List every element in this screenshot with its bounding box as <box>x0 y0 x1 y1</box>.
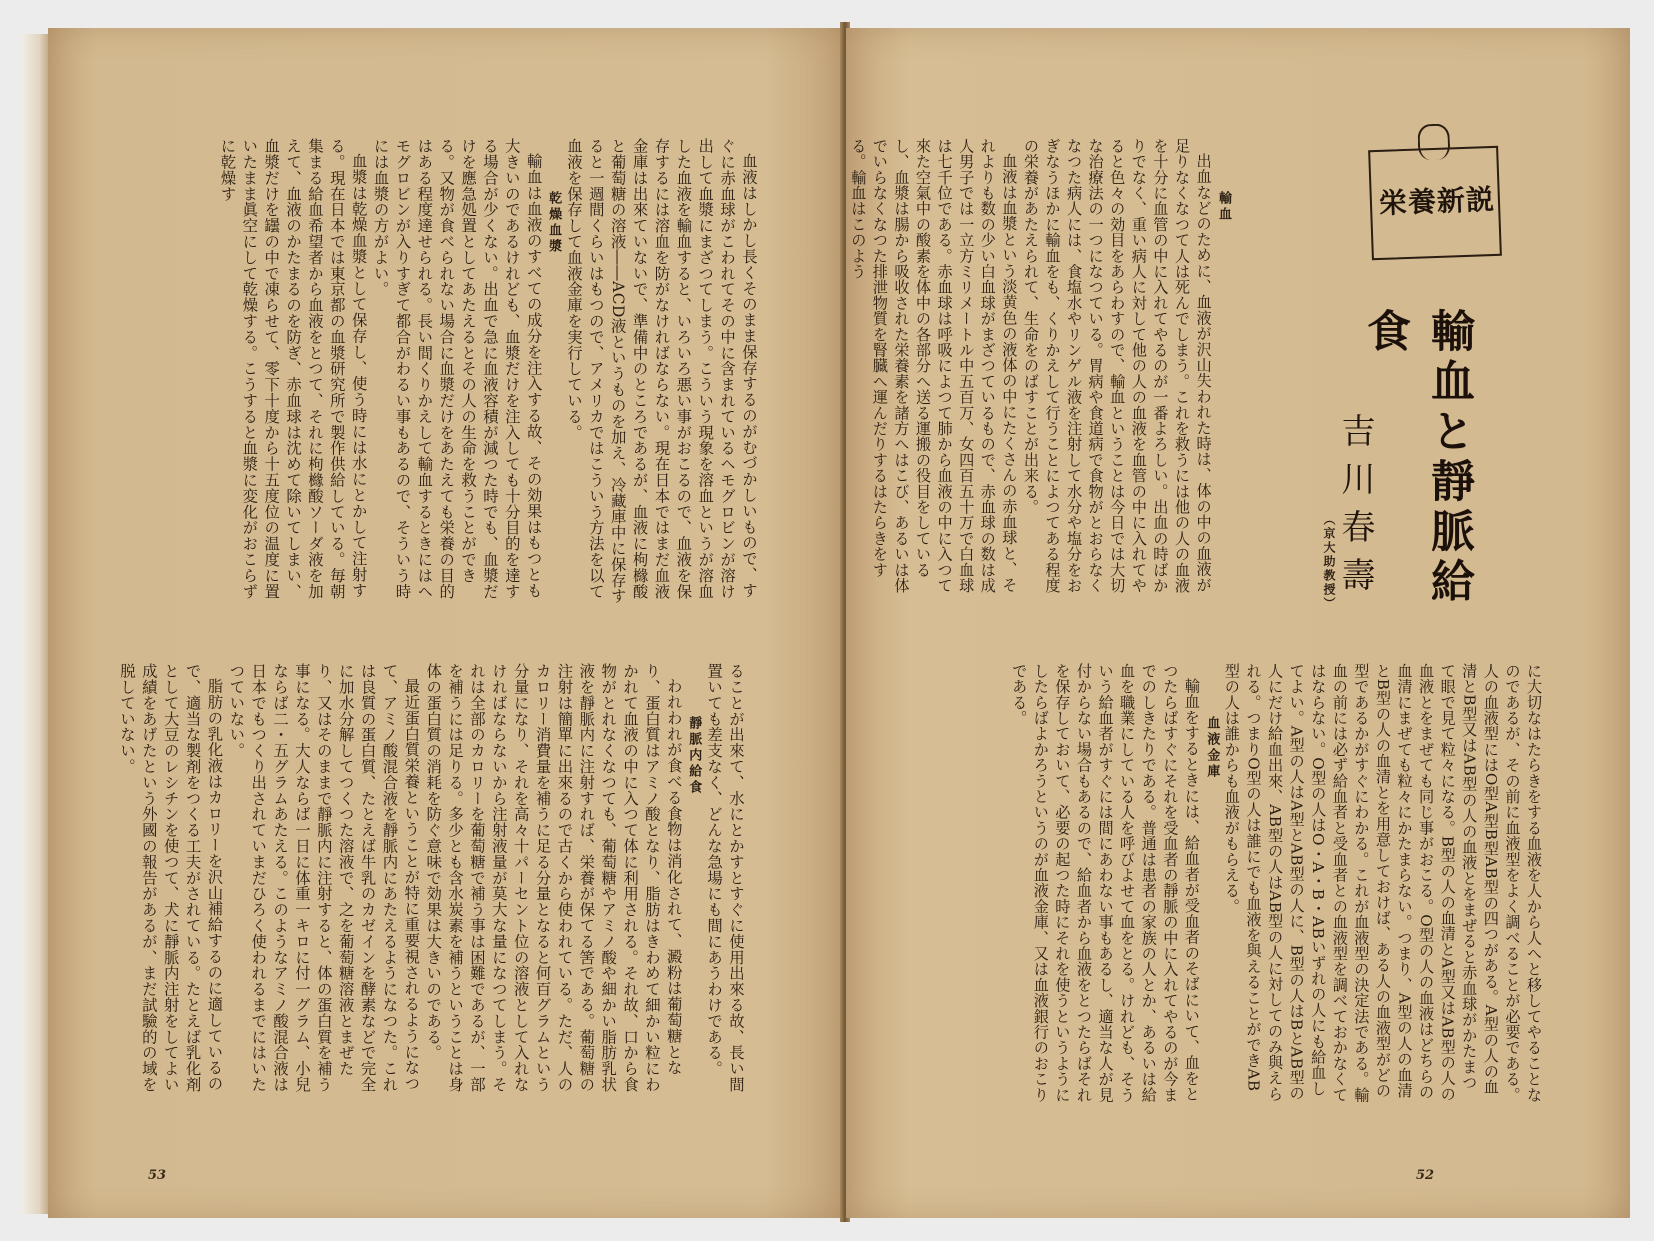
clip-icon <box>1417 123 1450 160</box>
book-edge <box>22 34 50 1214</box>
paragraph: 最近蛋白質栄養ということが特に重要視されるようになつて、アミノ酸混合液を靜脈内にあたえるようになつた。これは良質の蛋白質、たとえば牛乳のカゼインを酵素などで完全に加水分解してつくつた溶液で、之を葡萄糖溶液とまぜたり、又はそのままで靜脈内に注射すると、体の蛋白質を補う事になる。大人ならば一日に体重一キロに付一グラム、小兒ならば二・五グラムあたえる。このようなアミノ酸混合液は日本でもつくり出されていまだひろく使われるまでにはいたつていない。 <box>227 663 421 1093</box>
page-number-left: 53 <box>148 1168 167 1183</box>
series-logo-text: 栄養新説 <box>1378 182 1496 220</box>
article-title: 輸血と靜脈給食 <box>1359 308 1474 608</box>
section-heading-dried-plasma: 乾燥血漿 <box>546 191 562 255</box>
right-page <box>846 28 1630 1218</box>
section-heading-transfusion: 輸血 <box>1216 191 1231 223</box>
author-name: 吉川春壽 <box>1335 413 1375 605</box>
paragraph: 脂肪の乳化液はカロリーを沢山補給するのに適しているので、適当な製剤をつくる工夫がされている。たとえば乳化剤として大豆のレシチンを使つて、犬に靜脈内注射をしてよい成績をあげたという外國の報告があるが、まだ試驗的の域を脱していない。 <box>117 663 224 1093</box>
page-number-right: 52 <box>1416 1168 1435 1183</box>
paragraph: 血液はしかし長くそのまま保存するのがむづかしいもので、すぐに赤血球がこわれてその中に含まれているヘモグロビンが溶け出して血漿にまざつてしまう。こういう現象を溶血というが溶血した血液を輸血すると、いろいろ悪い事がおこるので、血液を保存するには溶血を防がなければならない。現在日本ではまだ血液金庫は出來ていないで、準備中のところであるが、血液に枸櫞酸と葡萄糖の溶液――ACD液というものを加え、冷藏庫中に保存すると一週間くらいはもつので、アメリカではこういう方法を以て血液を保存して血液金庫を実行している。 <box>565 138 758 605</box>
paragraph: 輸血をするときには、給血者が受血者のそばにいて、血をとつたらばすぐにそれを受血者の靜脈の中に入れてやるのが今までのしきたりである。普通は患者の家族の人とか、あるいは給血を職業にしている人を呼びよせて血をとる。けれども、そういう給血者がすぐには間にあわない事もあるし、適当な人が見付からない場合もあるので、給血者から血液をとつたらばそれを保存しておいて、必要の起つた時にそれを使うというようにしたらばよかろうというのが血液金庫、又は血液銀行のおこりである。 <box>1010 663 1201 1103</box>
left-page <box>48 28 845 1218</box>
paragraph: 血漿は乾燥血漿として保存し、使う時には水にとかして注射する。現在日本では東京都の血漿研究所で製作供給している。毎朝集まる給血希望者から血液をとつて、それに枸櫞酸ソーダ液を加えて、血液のかたまるのを防ぎ、赤血球は沈めて除いてしまい、血漿だけを罎の中で凍らせて、零下十度から十五度位の温度に置いたまま眞空にして乾燥する。こうすると血漿に変化がおこらずに乾燥す <box>218 138 368 600</box>
paragraph: に大切なはたらきをする血液を人から人へと移してやることなのであるが、その前に血液型をよく調べることが必要である。人の血液型にはO型A型B型AB型の四つがある。A型の人の血清とB型又はAB型の人の血液とをまぜると赤血球がかたまつて眼で見て粒々になる。B型の人の血清とA型又はAB型の人の血液とをまぜても同じ事がおこる。O型の人の血液はどちらの血清にまぜても粒々にかたまらない。つまり、A型の人の血清とB型の人の血清とを用意しておけば、ある人の血液型がどの型であるかがすぐにわかる。これが血液型の決定法である。輸血の前には必ず給血者と受血者との血液型を調べておかなくてはならない。O型の人はO・A・B・ABいずれの人にも給血してよい。A型の人はA型とAB型の人に、B型の人はBとAB型の人にだけ給血出來、AB型の人はAB型の人に対してのみ與えられる。つまりO型の人は誰にでも血液を與えることができAB型の人は誰からも血液がもらえる。 <box>1222 663 1543 1103</box>
paragraph: ることが出來て、水にとかすとすぐに使用出來る故、長い間置いても差支なく、どんな急場にも間にあうわけである。 <box>705 663 745 1093</box>
right-page-top-column <box>849 138 1232 608</box>
series-logo <box>1368 146 1502 260</box>
left-page-bottom-column <box>96 663 746 1103</box>
paragraph: 出血などのために、血液が沢山失われた時は、体の中の血液が足りなくなつて人は死んでしまう。これを救うには他の人の血液を十分に血管の中に入れてやるのが一番よろしい。出血の時ばかりでなく、重い病人に対して他の人の血液を血管の中に入れてやると色々の効目をあらわすので、輸血ということは今日では大切な治療法の一つになつている。胃病や食道病で食物がとおらなくなつた病人には、食塩水やリンゲル液を注射して水分や塩分をおぎなうほかに輸血をも、くりかえして行うことによつてある程度の栄養があたえられて、生命をのばすことが出来る。 <box>1021 138 1213 594</box>
right-page-bottom-column <box>904 663 1544 1103</box>
paragraph: 血液は血漿という淡黄色の液体の中にたくさんの赤血球と、それよりも数の少い白血球がまざつているもので、赤血球の数は成人男子では一立方ミリメートル中五百万、女四百五十万で白血球は七千位である。赤血球は呼吸によつて肺から血液の中に入つて來た空氣中の酸素を体中の各部分へ送る運搬の役目をしているし、血漿は腸から吸收された栄養素を諸方へはこび、あるいは体でいらなくなつた排泄物質を腎臓へ運んだりするはたらきをする。輸血はこのよう <box>849 138 1019 594</box>
section-heading-blood-bank: 血液金庫 <box>1204 716 1220 780</box>
section-heading-iv-feeding: 靜脈内給食 <box>686 716 702 796</box>
open-book <box>22 22 1622 1222</box>
author-affiliation: （京大助教授） <box>1322 513 1336 611</box>
left-page-top-column <box>94 138 759 608</box>
paragraph: われわれが食べる食物は消化されて、澱粉は葡萄糖となり、蛋白質はアミノ酸となり、脂肪はきわめて細かい粒にわかれて血液の中に入つて体に利用される。それ故、口から食物がとれなくなつても、葡萄糖やアミノ酸や細かい脂肪乳状液を靜脈内に注射すれば、栄養が保てる筈である。葡萄糖の注射は簡單に出來るので古くから使われている。ただ、人のカロリー消費量を補うに足る分量となると何百グラムという分量になり、それを高々十パーセント位の溶液として入れなければならないから注射液量が莫大な量になつてしまう。それは全部のカロリーを葡萄糖で補う事は困難であるが、一部を補うには足りる。多少とも含水炭素を補うということは身体の蛋白質の消耗を防ぐ意味で効果は大きいのである。 <box>424 663 683 1093</box>
paragraph: 輸血は血液のすべての成分を注入する故、その効果はもつとも大きいのであるけれども、血漿だけを注入しても十分目的を達する場合が少くない。出血で急に血液容積が減つた時でも、血漿だけを應急処置としてあたえるとその人の生命を救うことができる。又物が食べられない場合に血漿だけをあたえても栄養の目的はある程度達せられる。長い間くりかえして輸血するときにはヘモグロビンが入りすぎて都合がわるい事もあるので、そういう時には血漿の方がよい。 <box>371 138 543 600</box>
